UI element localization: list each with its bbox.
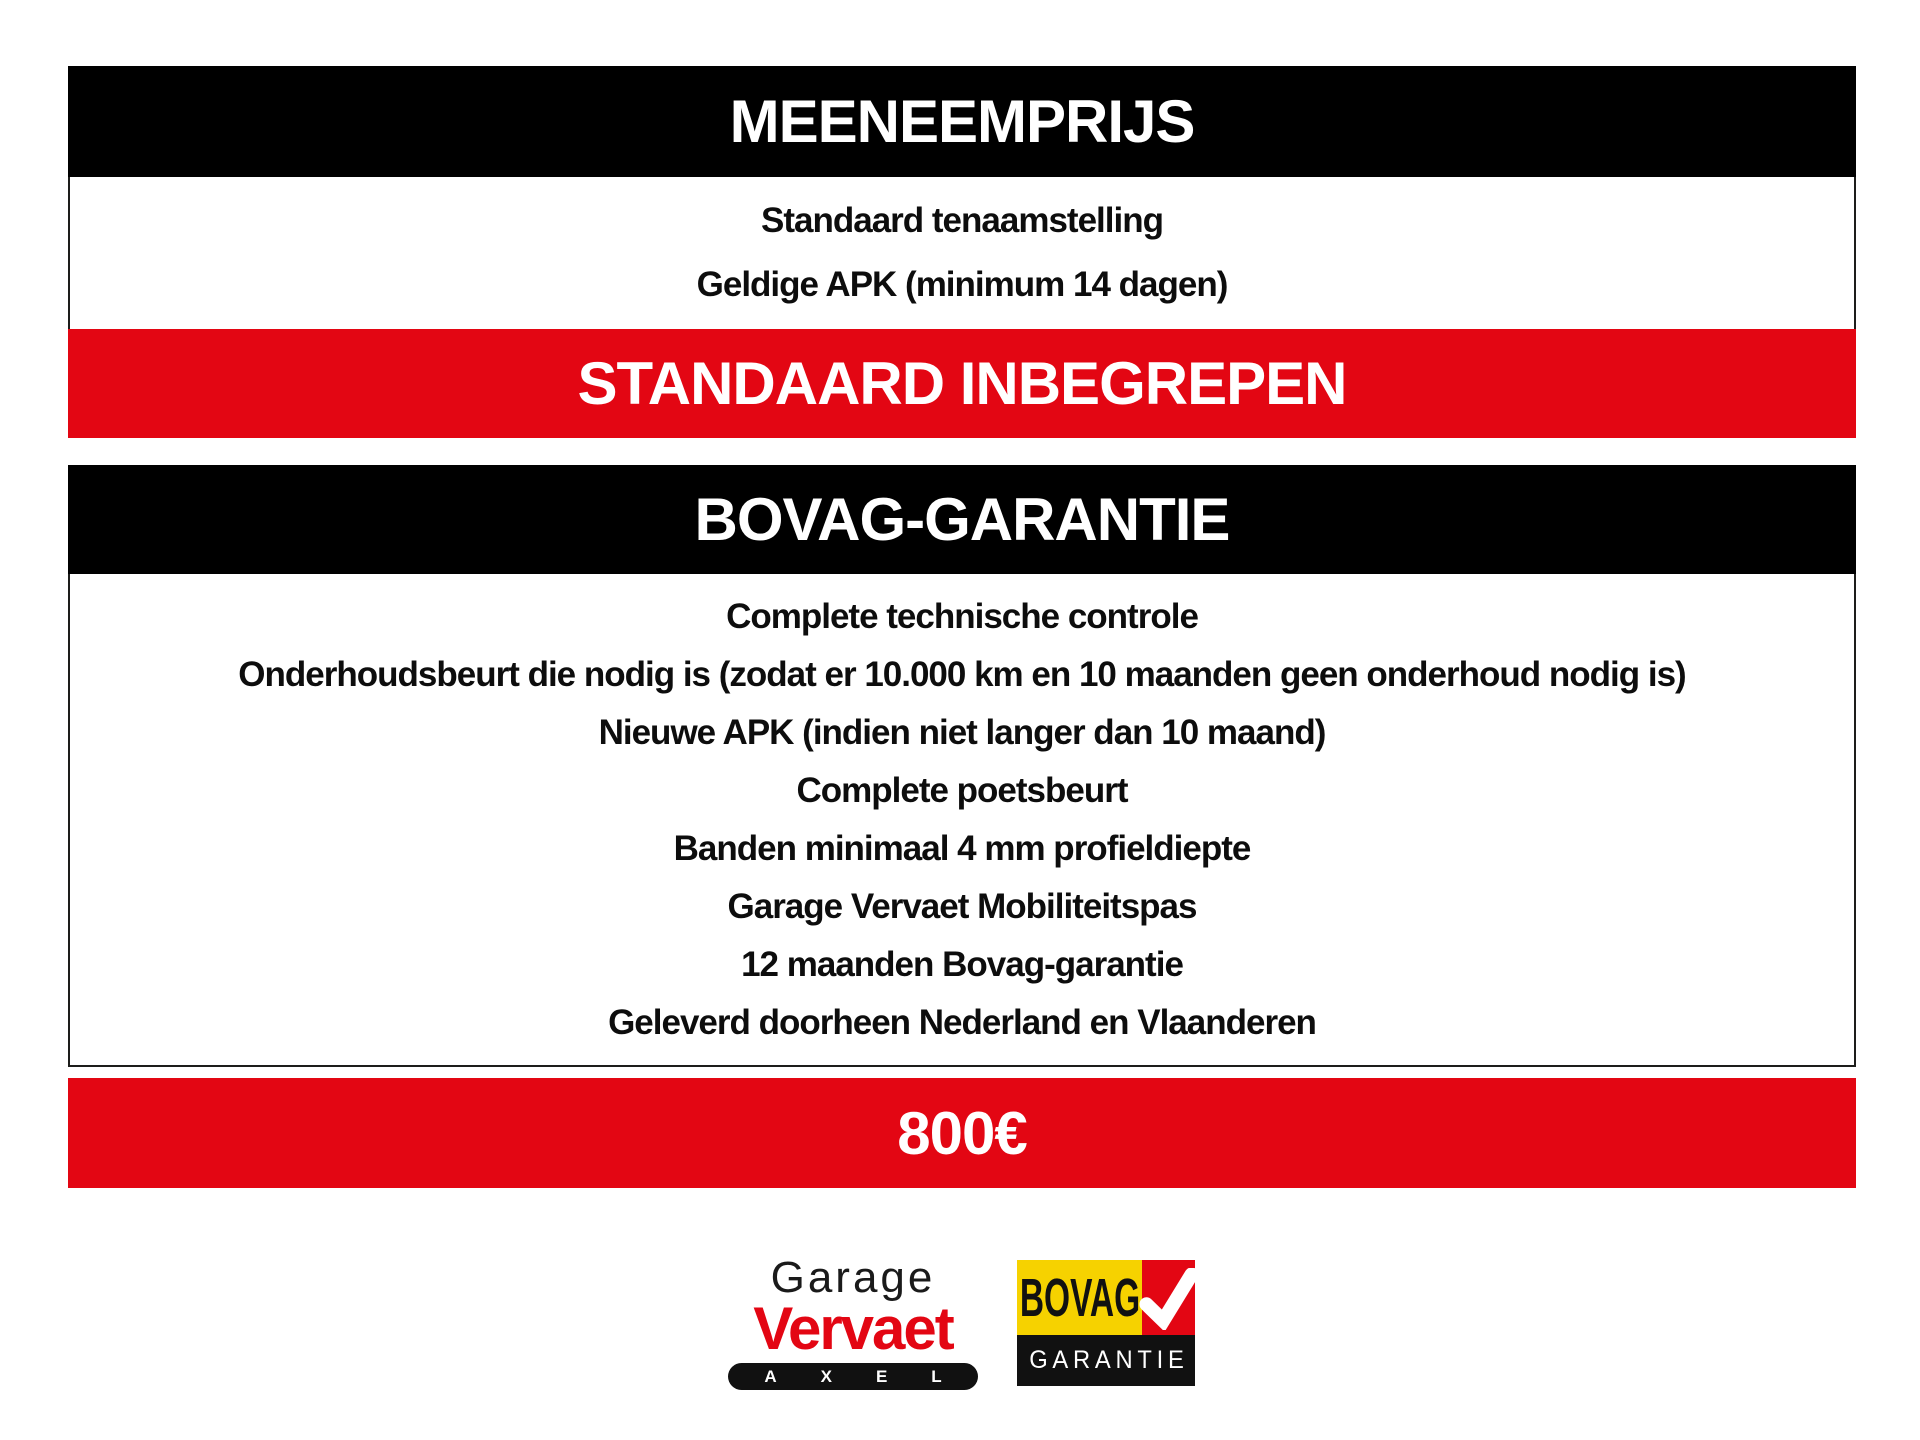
standaard-inbegrepen-label: STANDAARD INBEGREPEN <box>577 350 1347 417</box>
meeneemprijs-body <box>68 177 1856 329</box>
warranty-item: Geleverd doorheen Nederland en Vlaanderen <box>608 1002 1316 1042</box>
bovag-garantie-title: BOVAG-GARANTIE <box>694 486 1230 553</box>
warranty-item: 12 maanden Bovag-garantie <box>741 944 1183 984</box>
meeneemprijs-item: Geldige APK (minimum 14 dagen) <box>696 265 1228 304</box>
meeneemprijs-item: Standaard tenaamstelling <box>761 201 1163 240</box>
axel-badge-label: AXEL <box>764 1367 986 1386</box>
warranty-item: Nieuwe APK (indien niet langer dan 10 maand) <box>598 712 1326 752</box>
price-banner <box>68 1078 1856 1188</box>
bovag-garantie-body <box>68 574 1856 1067</box>
garage-vervaet-logo-line2: Vervaet <box>753 1295 953 1362</box>
standaard-inbegrepen-banner <box>68 329 1856 438</box>
warranty-item: Garage Vervaet Mobiliteitspas <box>727 886 1197 926</box>
bovag-logo-yellow-panel <box>1017 1260 1142 1335</box>
meeneemprijs-title: MEENEEMPRIJS <box>729 88 1195 155</box>
garage-vervaet-logo <box>725 1253 986 1390</box>
bovag-logo-red-panel <box>1142 1260 1195 1335</box>
bovag-wordmark: BOVAG <box>1019 1267 1140 1328</box>
warranty-item: Complete poetsbeurt <box>796 770 1128 810</box>
axel-badge <box>728 1363 986 1390</box>
bovag-garantie-header-bar <box>68 465 1856 574</box>
footer-logos <box>0 1248 1920 1398</box>
warranty-item: Complete technische controle <box>726 596 1198 636</box>
warranty-item: Onderhoudsbeurt die nodig is (zodat er 10.000 km en 10 maanden geen onderhoud nodig is) <box>238 654 1686 694</box>
price-value: 800€ <box>897 1099 1027 1167</box>
bovag-garantie-label: GARANTIE <box>1028 1346 1189 1374</box>
garage-vervaet-logo-line1: Garage <box>770 1253 936 1302</box>
bovag-logo-black-panel <box>1017 1335 1195 1386</box>
meeneemprijs-header-bar <box>68 66 1856 177</box>
warranty-item: Banden minimaal 4 mm profieldiepte <box>673 828 1251 868</box>
bovag-garantie-logo <box>1017 1260 1195 1386</box>
